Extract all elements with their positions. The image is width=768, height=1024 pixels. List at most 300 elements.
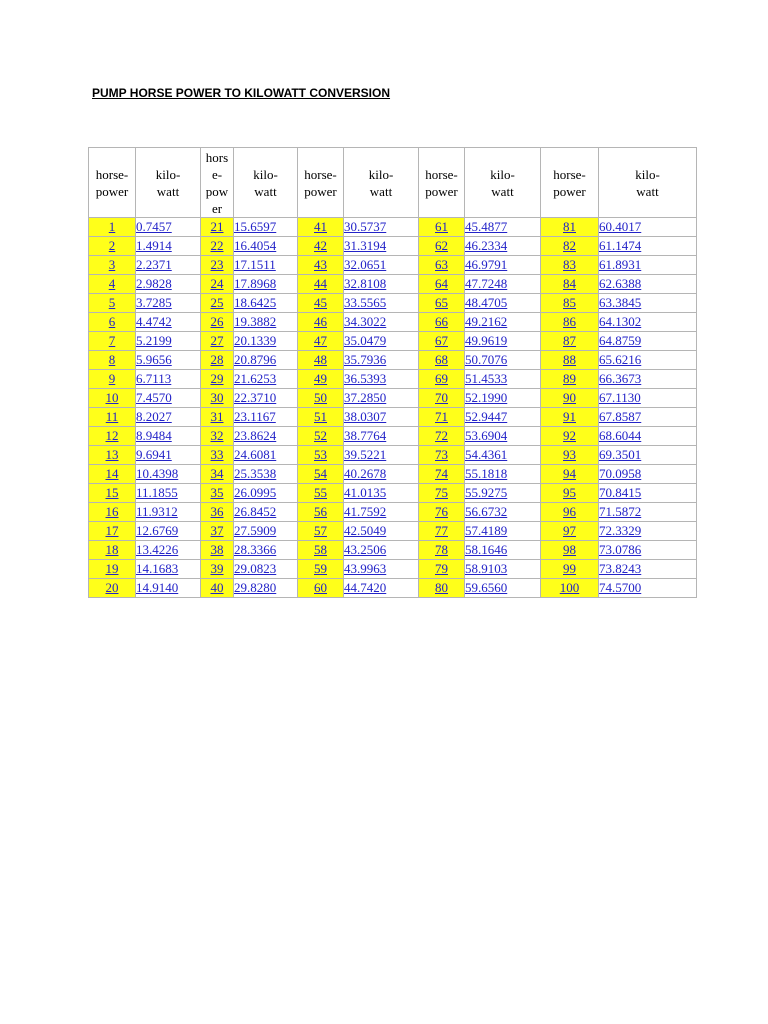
horsepower-link[interactable]: 64 — [435, 276, 448, 291]
kilowatt-link[interactable]: 31.3194 — [344, 238, 387, 253]
kilowatt-link[interactable]: 1.4914 — [136, 238, 172, 253]
horsepower-link[interactable]: 3 — [108, 257, 116, 272]
kilowatt-cell — [599, 484, 697, 503]
horsepower-cell — [419, 465, 465, 484]
kilowatt-link[interactable]: 14.9140 — [136, 580, 179, 595]
kilowatt-link[interactable]: 22.3710 — [234, 390, 277, 405]
kilowatt-link[interactable]: 27.5909 — [234, 523, 277, 538]
horsepower-link[interactable]: 87 — [563, 333, 576, 348]
horsepower-link[interactable]: 49 — [314, 371, 327, 386]
horsepower-cell — [541, 579, 599, 598]
horsepower-link[interactable]: 18 — [105, 542, 119, 557]
header-line: power — [95, 183, 129, 199]
horsepower-cell — [201, 218, 234, 237]
horsepower-cell — [89, 370, 136, 389]
kilowatt-link[interactable]: 40.2678 — [344, 466, 387, 481]
kilowatt-link[interactable]: 15.6597 — [234, 219, 277, 234]
horsepower-link[interactable]: 91 — [563, 409, 576, 424]
horsepower-link[interactable]: 21 — [210, 219, 224, 234]
horsepower-link[interactable]: 17 — [105, 523, 119, 538]
kilowatt-link[interactable]: 58.1646 — [465, 542, 508, 557]
horsepower-link[interactable]: 80 — [435, 580, 448, 595]
horsepower-cell — [89, 275, 136, 294]
kilowatt-link[interactable]: 17.1511 — [234, 257, 276, 272]
kilowatt-cell — [234, 256, 298, 275]
kilowatt-cell — [234, 275, 298, 294]
horsepower-link[interactable]: 50 — [314, 390, 327, 405]
horsepower-link[interactable]: 41 — [314, 219, 327, 234]
kilowatt-link[interactable]: 48.4705 — [465, 295, 508, 310]
horsepower-cell — [89, 541, 136, 560]
horsepower-cell — [419, 503, 465, 522]
horsepower-link[interactable]: 25 — [210, 295, 224, 310]
horsepower-link[interactable]: 16 — [105, 504, 119, 519]
kilowatt-cell — [465, 579, 541, 598]
horsepower-cell — [419, 218, 465, 237]
kilowatt-cell — [344, 313, 419, 332]
kilowatt-cell — [136, 484, 201, 503]
kilowatt-link[interactable]: 36.5393 — [344, 371, 387, 386]
kilowatt-link[interactable]: 39.5221 — [344, 447, 387, 462]
kilowatt-link[interactable]: 47.7248 — [465, 276, 508, 291]
horsepower-link[interactable]: 38 — [210, 542, 224, 557]
kilowatt-link[interactable]: 72.3329 — [599, 523, 642, 538]
kilowatt-link[interactable]: 35.7936 — [344, 352, 387, 367]
kilowatt-link[interactable]: 42.5049 — [344, 523, 387, 538]
kilowatt-link[interactable]: 33.5565 — [344, 295, 387, 310]
horsepower-cell — [298, 484, 344, 503]
horsepower-cell — [89, 522, 136, 541]
kilowatt-link[interactable]: 5.9656 — [136, 352, 172, 367]
horsepower-cell — [541, 560, 599, 579]
kilowatt-cell — [465, 256, 541, 275]
kilowatt-link[interactable]: 63.3845 — [599, 295, 642, 310]
horsepower-link[interactable]: 61 — [435, 219, 448, 234]
header-line: kilo- — [253, 166, 278, 182]
kilowatt-link[interactable]: 28.3366 — [234, 542, 277, 557]
kilowatt-link[interactable]: 23.1167 — [234, 409, 276, 424]
kilowatt-link[interactable]: 8.2027 — [136, 409, 172, 424]
header-line: watt — [254, 183, 277, 199]
horsepower-cell — [201, 389, 234, 408]
kilowatt-link[interactable]: 11.9312 — [136, 504, 178, 519]
horsepower-link[interactable]: 67 — [435, 333, 448, 348]
kilowatt-cell — [465, 218, 541, 237]
horsepower-link[interactable]: 19 — [105, 561, 119, 576]
horsepower-link[interactable]: 94 — [563, 466, 576, 481]
kilowatt-link[interactable]: 26.8452 — [234, 504, 277, 519]
header-line: er — [211, 200, 223, 216]
horsepower-link[interactable]: 42 — [314, 238, 327, 253]
kilowatt-link[interactable]: 30.5737 — [344, 219, 387, 234]
kilowatt-link[interactable]: 70.0958 — [599, 466, 642, 481]
kilowatt-cell — [344, 446, 419, 465]
kilowatt-link[interactable]: 29.8280 — [234, 580, 277, 595]
horsepower-link[interactable]: 59 — [314, 561, 327, 576]
horsepower-link[interactable]: 28 — [210, 352, 224, 367]
horsepower-cell — [201, 294, 234, 313]
horsepower-link[interactable]: 30 — [210, 390, 224, 405]
horsepower-link[interactable]: 86 — [563, 314, 576, 329]
horsepower-link[interactable]: 22 — [210, 238, 224, 253]
kilowatt-cell — [136, 218, 201, 237]
horsepower-cell — [298, 389, 344, 408]
kilowatt-link[interactable]: 32.0651 — [344, 257, 387, 272]
header-horsepower — [201, 148, 234, 218]
kilowatt-link[interactable]: 37.2850 — [344, 390, 387, 405]
horsepower-link[interactable]: 60 — [314, 580, 327, 595]
kilowatt-link[interactable]: 2.2371 — [136, 257, 172, 272]
horsepower-link[interactable]: 72 — [435, 428, 448, 443]
horsepower-cell — [298, 579, 344, 598]
kilowatt-cell — [599, 313, 697, 332]
horsepower-link[interactable]: 13 — [105, 447, 119, 462]
horsepower-link[interactable]: 12 — [105, 428, 119, 443]
horsepower-cell — [541, 237, 599, 256]
horsepower-link[interactable]: 89 — [563, 371, 576, 386]
horsepower-link[interactable]: 85 — [563, 295, 576, 310]
table-row — [89, 294, 697, 313]
table-row — [89, 313, 697, 332]
horsepower-link[interactable]: 73 — [435, 447, 448, 462]
horsepower-link[interactable]: 26 — [210, 314, 224, 329]
kilowatt-link[interactable]: 21.6253 — [234, 371, 277, 386]
kilowatt-link[interactable]: 29.0823 — [234, 561, 277, 576]
kilowatt-link[interactable]: 73.0786 — [599, 542, 642, 557]
kilowatt-link[interactable]: 70.8415 — [599, 485, 642, 500]
kilowatt-link[interactable]: 18.6425 — [234, 295, 277, 310]
kilowatt-link[interactable]: 43.9963 — [344, 561, 387, 576]
horsepower-link[interactable]: 15 — [105, 485, 119, 500]
horsepower-link[interactable]: 63 — [435, 257, 448, 272]
kilowatt-link[interactable]: 58.9103 — [465, 561, 508, 576]
kilowatt-link[interactable]: 44.7420 — [344, 580, 387, 595]
kilowatt-link[interactable]: 49.9619 — [465, 333, 508, 348]
table-row — [89, 389, 697, 408]
kilowatt-cell — [234, 541, 298, 560]
header-kilowatt — [465, 148, 541, 218]
horsepower-link[interactable]: 83 — [563, 257, 576, 272]
kilowatt-link[interactable]: 13.4226 — [136, 542, 179, 557]
horsepower-link[interactable]: 7 — [108, 333, 116, 348]
kilowatt-cell — [234, 237, 298, 256]
horsepower-cell — [541, 370, 599, 389]
kilowatt-cell — [234, 484, 298, 503]
horsepower-link[interactable]: 40 — [210, 580, 224, 595]
horsepower-link[interactable]: 8 — [108, 352, 116, 367]
horsepower-link[interactable]: 56 — [314, 504, 327, 519]
kilowatt-cell — [344, 237, 419, 256]
horsepower-link[interactable]: 79 — [435, 561, 448, 576]
kilowatt-link[interactable]: 16.4054 — [234, 238, 277, 253]
kilowatt-link[interactable]: 25.3538 — [234, 466, 277, 481]
kilowatt-link[interactable]: 69.3501 — [599, 447, 642, 462]
table-row — [89, 275, 697, 294]
horsepower-link[interactable]: 76 — [435, 504, 448, 519]
horsepower-link[interactable]: 92 — [563, 428, 576, 443]
horsepower-link[interactable]: 78 — [435, 542, 448, 557]
kilowatt-cell — [599, 389, 697, 408]
kilowatt-link[interactable]: 46.2334 — [465, 238, 508, 253]
horsepower-link[interactable]: 20 — [105, 580, 119, 595]
horsepower-link[interactable]: 99 — [563, 561, 576, 576]
kilowatt-cell — [136, 465, 201, 484]
kilowatt-link[interactable]: 71.5872 — [599, 504, 642, 519]
kilowatt-link[interactable]: 61.8931 — [599, 257, 642, 272]
kilowatt-link[interactable]: 60.4017 — [599, 219, 642, 234]
kilowatt-link[interactable]: 17.8968 — [234, 276, 277, 291]
horsepower-link[interactable]: 1 — [108, 219, 116, 234]
kilowatt-link[interactable]: 53.6904 — [465, 428, 508, 443]
kilowatt-cell — [465, 237, 541, 256]
kilowatt-link[interactable]: 38.7764 — [344, 428, 387, 443]
kilowatt-link[interactable]: 20.1339 — [234, 333, 277, 348]
horsepower-cell — [89, 313, 136, 332]
horsepower-link[interactable]: 37 — [210, 523, 224, 538]
kilowatt-link[interactable]: 74.5700 — [599, 580, 642, 595]
kilowatt-cell — [465, 522, 541, 541]
kilowatt-cell — [344, 408, 419, 427]
horsepower-link[interactable]: 81 — [563, 219, 576, 234]
horsepower-link[interactable]: 46 — [314, 314, 327, 329]
kilowatt-link[interactable]: 8.9484 — [136, 428, 172, 443]
kilowatt-link[interactable]: 68.6044 — [599, 428, 642, 443]
kilowatt-cell — [599, 218, 697, 237]
horsepower-link[interactable]: 39 — [210, 561, 224, 576]
kilowatt-link[interactable]: 45.4877 — [465, 219, 508, 234]
kilowatt-link[interactable]: 4.4742 — [136, 314, 172, 329]
kilowatt-link[interactable]: 64.8759 — [599, 333, 642, 348]
horsepower-cell — [201, 465, 234, 484]
kilowatt-cell — [344, 294, 419, 313]
horsepower-link[interactable]: 90 — [563, 390, 576, 405]
horsepower-link[interactable]: 65 — [435, 295, 448, 310]
kilowatt-link[interactable]: 46.9791 — [465, 257, 508, 272]
kilowatt-link[interactable]: 38.0307 — [344, 409, 387, 424]
header-line: power — [425, 183, 458, 199]
horsepower-cell — [89, 579, 136, 598]
table-row — [89, 579, 697, 598]
kilowatt-link[interactable]: 67.8587 — [599, 409, 642, 424]
header-line: watt — [369, 183, 393, 199]
horsepower-link[interactable]: 77 — [435, 523, 448, 538]
horsepower-link[interactable]: 48 — [314, 352, 327, 367]
kilowatt-link[interactable]: 3.7285 — [136, 295, 172, 310]
kilowatt-link[interactable]: 32.8108 — [344, 276, 387, 291]
kilowatt-cell — [465, 370, 541, 389]
horsepower-cell — [541, 541, 599, 560]
header-line: power — [304, 183, 337, 199]
horsepower-link[interactable]: 14 — [105, 466, 119, 481]
horsepower-link[interactable]: 4 — [108, 276, 116, 291]
kilowatt-link[interactable]: 7.4570 — [136, 390, 172, 405]
horsepower-link[interactable]: 36 — [210, 504, 224, 519]
horsepower-cell — [89, 465, 136, 484]
kilowatt-link[interactable]: 34.3022 — [344, 314, 387, 329]
horsepower-cell — [298, 560, 344, 579]
horsepower-cell — [419, 560, 465, 579]
kilowatt-link[interactable]: 9.6941 — [136, 447, 172, 462]
horsepower-cell — [201, 503, 234, 522]
kilowatt-cell — [136, 579, 201, 598]
kilowatt-cell — [465, 465, 541, 484]
kilowatt-link[interactable]: 52.9447 — [465, 409, 508, 424]
horsepower-link[interactable]: 69 — [435, 371, 448, 386]
kilowatt-link[interactable]: 10.4398 — [136, 466, 179, 481]
kilowatt-link[interactable]: 2.9828 — [136, 276, 172, 291]
kilowatt-link[interactable]: 26.0995 — [234, 485, 277, 500]
horsepower-link[interactable]: 68 — [435, 352, 448, 367]
kilowatt-link[interactable]: 55.9275 — [465, 485, 508, 500]
horsepower-link[interactable]: 11 — [105, 409, 119, 424]
horsepower-link[interactable]: 31 — [210, 409, 224, 424]
horsepower-link[interactable]: 58 — [314, 542, 327, 557]
horsepower-link[interactable]: 35 — [210, 485, 224, 500]
kilowatt-link[interactable]: 62.6388 — [599, 276, 642, 291]
kilowatt-cell — [465, 446, 541, 465]
horsepower-cell — [89, 332, 136, 351]
kilowatt-link[interactable]: 66.3673 — [599, 371, 642, 386]
horsepower-link[interactable]: 29 — [210, 371, 224, 386]
header-line: kilo- — [635, 166, 660, 182]
horsepower-link[interactable]: 82 — [563, 238, 576, 253]
horsepower-cell — [298, 465, 344, 484]
kilowatt-link[interactable]: 61.1474 — [599, 238, 642, 253]
horsepower-link[interactable]: 75 — [435, 485, 448, 500]
kilowatt-link[interactable]: 23.8624 — [234, 428, 277, 443]
kilowatt-link[interactable]: 55.1818 — [465, 466, 508, 481]
header-line: kilo- — [368, 166, 394, 182]
horsepower-cell — [298, 294, 344, 313]
kilowatt-cell — [465, 541, 541, 560]
kilowatt-cell — [344, 484, 419, 503]
kilowatt-link[interactable]: 49.2162 — [465, 314, 508, 329]
horsepower-cell — [419, 484, 465, 503]
kilowatt-link[interactable]: 59.6560 — [465, 580, 508, 595]
kilowatt-link[interactable]: 41.7592 — [344, 504, 387, 519]
horsepower-link[interactable]: 93 — [563, 447, 576, 462]
kilowatt-link[interactable]: 50.7076 — [465, 352, 508, 367]
header-line: pow — [205, 183, 229, 199]
horsepower-link[interactable]: 71 — [435, 409, 448, 424]
horsepower-link[interactable]: 88 — [563, 352, 576, 367]
header-line: power — [553, 183, 586, 199]
kilowatt-cell — [234, 522, 298, 541]
table-row — [89, 332, 697, 351]
horsepower-link[interactable]: 9 — [108, 371, 116, 386]
kilowatt-link[interactable]: 0.7457 — [136, 219, 172, 234]
kilowatt-link[interactable]: 41.0135 — [344, 485, 387, 500]
horsepower-link[interactable]: 51 — [314, 409, 327, 424]
horsepower-link[interactable]: 54 — [314, 466, 327, 481]
horsepower-link[interactable]: 95 — [563, 485, 576, 500]
horsepower-cell — [298, 275, 344, 294]
kilowatt-link[interactable]: 56.6732 — [465, 504, 508, 519]
kilowatt-cell — [234, 560, 298, 579]
horsepower-cell — [201, 579, 234, 598]
kilowatt-link[interactable]: 65.6216 — [599, 352, 642, 367]
horsepower-link[interactable]: 52 — [314, 428, 327, 443]
kilowatt-cell — [136, 275, 201, 294]
horsepower-link[interactable]: 66 — [435, 314, 448, 329]
kilowatt-link[interactable]: 51.4533 — [465, 371, 508, 386]
kilowatt-cell — [599, 294, 697, 313]
horsepower-link[interactable]: 62 — [435, 238, 448, 253]
horsepower-link[interactable]: 27 — [210, 333, 224, 348]
horsepower-link[interactable]: 2 — [108, 238, 116, 253]
kilowatt-cell — [136, 237, 201, 256]
horsepower-cell — [298, 370, 344, 389]
horsepower-cell — [541, 351, 599, 370]
kilowatt-cell — [234, 503, 298, 522]
kilowatt-link[interactable]: 67.1130 — [599, 390, 641, 405]
horsepower-link[interactable]: 98 — [563, 542, 576, 557]
kilowatt-cell — [599, 332, 697, 351]
horsepower-link[interactable]: 34 — [210, 466, 224, 481]
kilowatt-link[interactable]: 64.1302 — [599, 314, 642, 329]
header-line: horse- — [304, 166, 337, 182]
horsepower-link[interactable]: 74 — [435, 466, 448, 481]
kilowatt-cell — [136, 256, 201, 275]
horsepower-cell — [541, 332, 599, 351]
horsepower-link[interactable]: 44 — [314, 276, 327, 291]
horsepower-link[interactable]: 53 — [314, 447, 327, 462]
horsepower-link[interactable]: 32 — [210, 428, 224, 443]
horsepower-link[interactable]: 84 — [563, 276, 576, 291]
table-row — [89, 370, 697, 389]
horsepower-link[interactable]: 47 — [314, 333, 327, 348]
horsepower-link[interactable]: 5 — [108, 295, 116, 310]
horsepower-cell — [419, 332, 465, 351]
horsepower-link[interactable]: 6 — [108, 314, 116, 329]
horsepower-cell — [298, 522, 344, 541]
horsepower-link[interactable]: 24 — [210, 276, 224, 291]
kilowatt-link[interactable]: 73.8243 — [599, 561, 642, 576]
horsepower-link[interactable]: 33 — [210, 447, 224, 462]
kilowatt-link[interactable]: 12.6769 — [136, 523, 179, 538]
horsepower-link[interactable]: 23 — [210, 257, 224, 272]
kilowatt-link[interactable]: 14.1683 — [136, 561, 179, 576]
table-row — [89, 541, 697, 560]
horsepower-cell — [419, 275, 465, 294]
kilowatt-link[interactable]: 35.0479 — [344, 333, 387, 348]
kilowatt-link[interactable]: 24.6081 — [234, 447, 277, 462]
kilowatt-link[interactable]: 6.7113 — [136, 371, 172, 386]
kilowatt-link[interactable]: 19.3882 — [234, 314, 277, 329]
kilowatt-cell — [599, 446, 697, 465]
kilowatt-link[interactable]: 20.8796 — [234, 352, 277, 367]
horsepower-cell — [89, 218, 136, 237]
horsepower-link[interactable]: 70 — [435, 390, 448, 405]
horsepower-link[interactable]: 97 — [563, 523, 576, 538]
kilowatt-link[interactable]: 5.2199 — [136, 333, 172, 348]
kilowatt-link[interactable]: 57.4189 — [465, 523, 508, 538]
horsepower-link[interactable]: 45 — [314, 295, 327, 310]
kilowatt-link[interactable]: 43.2506 — [344, 542, 387, 557]
kilowatt-cell — [344, 389, 419, 408]
kilowatt-link[interactable]: 54.4361 — [465, 447, 508, 462]
kilowatt-cell — [344, 351, 419, 370]
horsepower-link[interactable]: 43 — [314, 257, 327, 272]
horsepower-link[interactable]: 55 — [314, 485, 327, 500]
kilowatt-link[interactable]: 11.1855 — [136, 485, 178, 500]
horsepower-link[interactable]: 10 — [105, 390, 119, 405]
kilowatt-link[interactable]: 52.1990 — [465, 390, 508, 405]
horsepower-link[interactable]: 57 — [314, 523, 327, 538]
horsepower-link[interactable]: 100 — [559, 580, 580, 595]
horsepower-link[interactable]: 96 — [563, 504, 576, 519]
kilowatt-cell — [136, 408, 201, 427]
